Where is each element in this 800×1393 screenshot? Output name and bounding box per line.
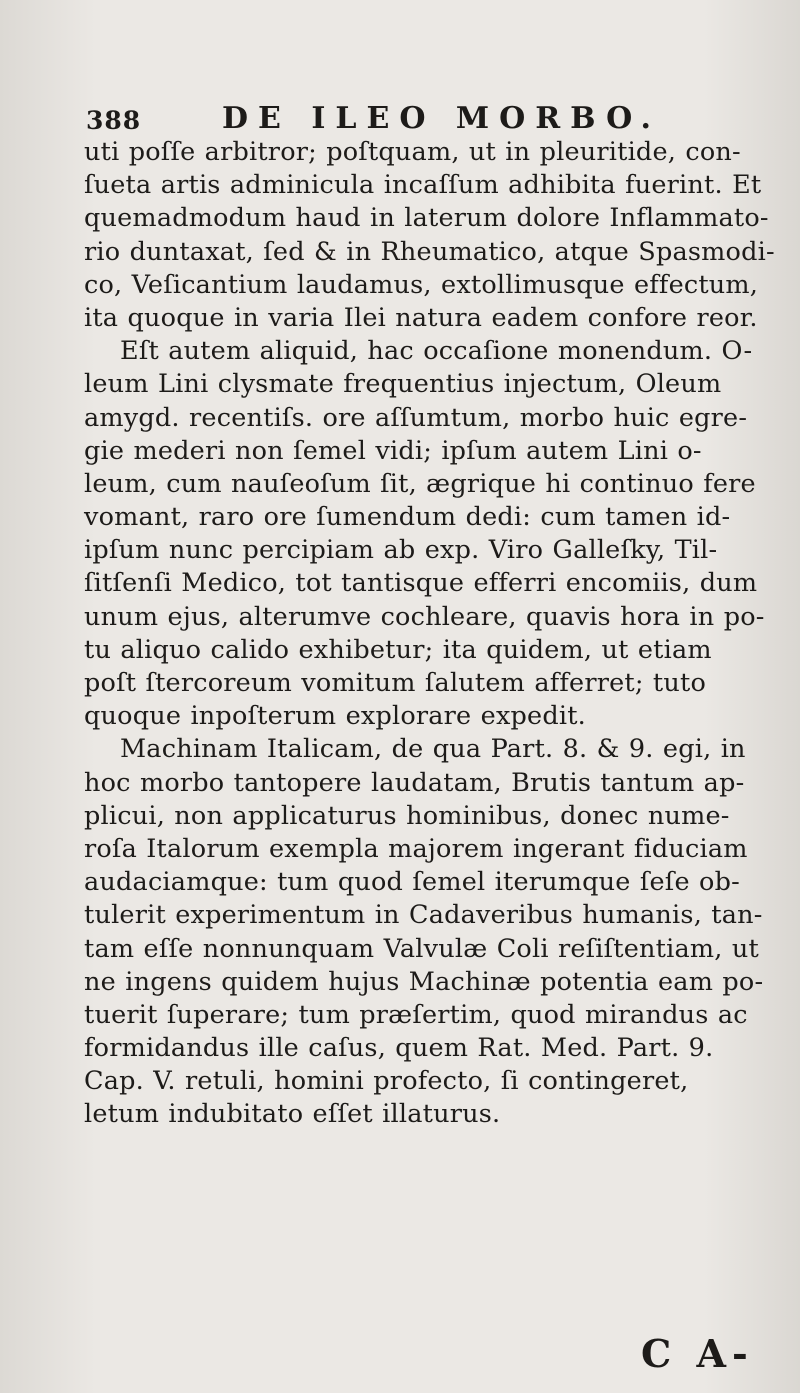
text-line: tulerit experimentum in Cadaveribus humanis, tan- (84, 900, 763, 931)
text-line: amygd. recentiſs. ore aſſumtum, morbo huic egre- (84, 402, 748, 433)
text-line: tam eſſe nonnunquam Valvulæ Coli reſiſtentiam, ut (84, 933, 759, 964)
page-number: 388 (86, 106, 142, 135)
catchword: C A- (641, 1331, 754, 1376)
text-line: plicui, non applicaturus hominibus, donec nume- (84, 800, 730, 831)
paragraph-start-line: Eſt autem aliquid, hac occaſione monendum. O- (120, 336, 753, 367)
text-line: vomant, raro ore ſumendum dedi: cum tamen id- (84, 502, 731, 533)
text-line: ſitſenſi Medico, tot tantisque efferri encomiis, dum (84, 568, 758, 599)
text-line: ipſum nunc percipiam ab exp. Viro Galleſky, Til- (84, 535, 718, 566)
text-line: quemadmodum haud in laterum dolore Inflammato- (84, 203, 769, 234)
text-line: Cap. V. retuli, homini profecto, ſi contingeret, (84, 1066, 689, 1097)
text-line: ſueta artis adminicula incaſſum adhibita fuerint. Et (84, 170, 762, 201)
text-line: co, Veſicantium laudamus, extollimusque effectum, (84, 269, 759, 300)
text-line: tuerit ſuperare; tum præſertim, quod mirandus ac (84, 999, 748, 1030)
text-line: uti poſſe arbitror; poſtquam, ut in pleuritide, con- (84, 137, 741, 167)
text-line: leum, cum nauſeoſum ſit, ægrique hi continuo fere (84, 468, 756, 499)
text-line: letum indubitato eſſet illaturus. (84, 1099, 501, 1130)
text-line: unum ejus, alterumve cochleare, quavis hora in po- (84, 601, 765, 632)
text-line: audaciamque: tum quod ſemel iterumque ſeſe ob- (84, 867, 740, 898)
text-line: ita quoque in varia Ilei natura eadem confore reor. (84, 302, 758, 333)
text-line: poſt ſtercoreum vomitum ſalutem afferret; tuto (84, 668, 707, 698)
text-line: hoc morbo tantopere laudatam, Brutis tantum ap- (84, 767, 745, 798)
running-title: DE ILEO MORBO. (222, 101, 661, 136)
text-line: quoque inpoſterum explorare expedit. (84, 701, 586, 732)
text-line: tu aliquo calido exhibetur; ita quidem, ut etiam (84, 634, 712, 665)
text-line: roſa Italorum exempla majorem ingerant fiduciam (84, 833, 748, 864)
text-line: gie mederi non ſemel vidi; ipſum autem Lini o- (84, 435, 702, 466)
text-line: ne ingens quidem hujus Machinæ potentia eam po- (84, 966, 764, 997)
text-line: leum Lini clysmate frequentius injectum, Oleum (84, 369, 722, 400)
text-line: formidandus ille caſus, quem Rat. Med. Part. 9. (84, 1033, 714, 1064)
paragraph-start-line: Machinam Italicam, de qua Part. 8. & 9. egi, in (120, 734, 746, 765)
body-text (84, 136, 775, 1132)
text-line: rio duntaxat, ſed & in Rheumatico, atque Spasmodi- (84, 236, 775, 267)
